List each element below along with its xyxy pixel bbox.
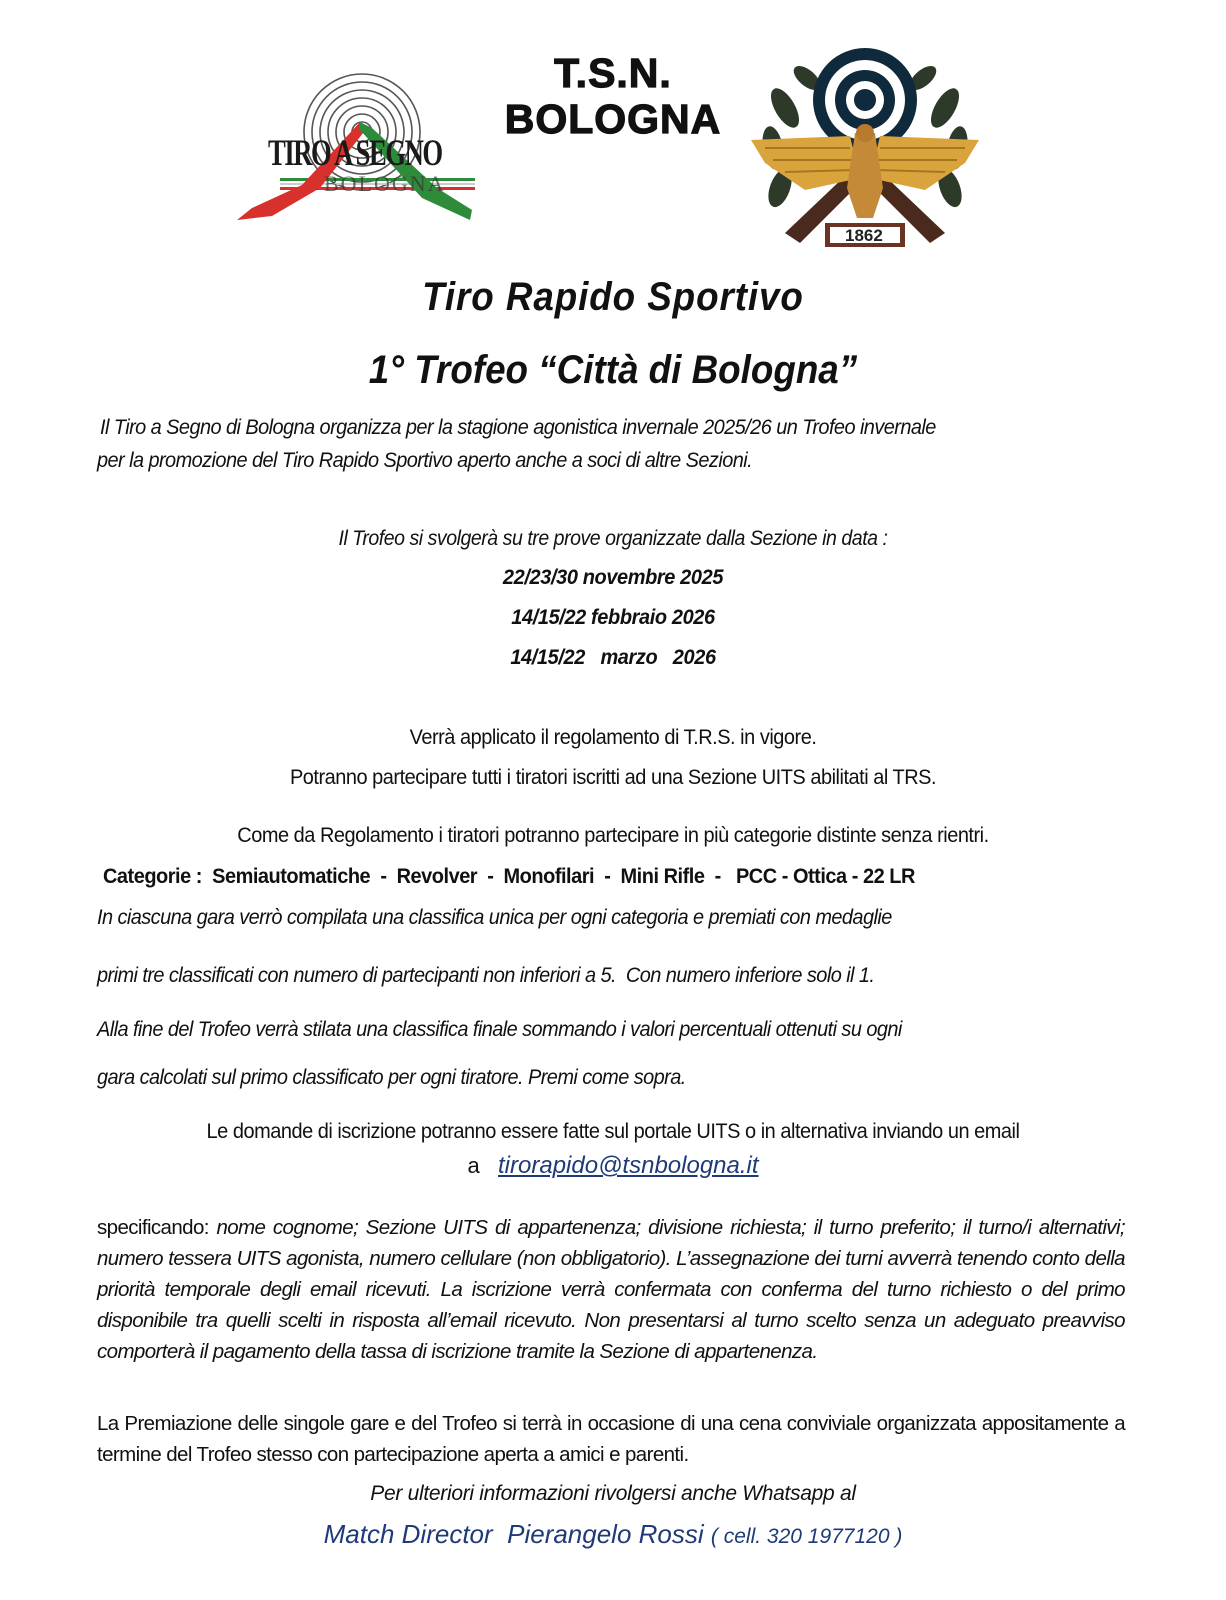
tsn-bologna-title	[488, 50, 738, 142]
logo-top-text: TIRO A SEGNO	[268, 133, 442, 174]
page-title: Tiro Rapido Sportivo	[422, 275, 804, 319]
tsn-title-line2: BOLOGNA	[504, 96, 722, 142]
ceremony-paragraph: La Premiazione delle singole gare e del Trofeo si terrà in occasione di una cena conviviale organizzata appositamente a termine del Trofeo stesso con partecipazione aperta a amici e parenti.	[97, 1412, 1125, 1466]
schedule-date-2: 14/15/22 febbraio 2026	[511, 606, 715, 629]
registration-line: Le domande di iscrizione potranno essere fatte sul portale UITS o in alternativa inviando un email	[206, 1120, 1020, 1143]
rules-line-3: Come da Regolamento i tiratori potranno partecipare in più categorie distinte senza rientri.	[237, 824, 989, 847]
rules-line-1: Verrà applicato il regolamento di T.R.S. in vigore.	[409, 726, 817, 749]
rules-line-2: Potranno partecipare tutti i tiratori iscritti ad una Sezione UITS abilitati al TRS.	[289, 766, 937, 789]
eagle-target-emblem-icon	[745, 38, 985, 253]
schedule-date-3: 14/15/22 marzo 2026	[510, 646, 716, 669]
tsn-title-line1: T.S.N.	[554, 50, 672, 96]
match-director-name: Match Director Pierangelo Rossi	[323, 1519, 711, 1549]
schedule-date-1: 22/23/30 novembre 2025	[502, 566, 724, 589]
page-subtitle: 1° Trofeo “Città di Bologna”	[368, 348, 858, 392]
awards-line-3: Alla fine del Trofeo verrà stilata una classifica finale sommando i valori percentuali ottenuti su ogni	[97, 1018, 902, 1041]
match-director-line	[0, 1519, 1226, 1550]
awards-line-4: gara calcolati sul primo classificato per ogni tiratore. Premi come sopra.	[97, 1066, 686, 1089]
contact-intro: Per ulteriori informazioni rivolgersi anche Whatsapp al	[370, 1482, 856, 1505]
email-prefix: a	[467, 1153, 499, 1178]
emblem-year: 1862	[845, 226, 883, 245]
schedule-intro: Il Trofeo si svolgerà su tre prove organizzate dalla Sezione in data :	[338, 527, 888, 550]
spec-body: nome cognome; Sezione UITS di appartenenza; divisione richiesta; il turno preferito; il turno/i alternativi; numero tessera UITS agonista, numero cellulare (non obbligatorio). L’assegnazione dei turni avverrà tenendo conto della priorità temporale degli email ricevuti. La iscrizione verrà confermata con conferma del turno richiesto o del primo disponibile tra quelli scelti in risposta all’email ricevuto. Non presentarsi al turno scelto senza un adeguato preavviso comporterà il pagamento della tassa di iscrizione tramite la Sezione di appartenenza.	[97, 1216, 1125, 1363]
match-director-phone[interactable]: ( cell. 320 1977120 )	[710, 1525, 903, 1548]
registration-details	[97, 1212, 1125, 1367]
awards-line-2: primi tre classificati con numero di partecipanti non inferiori a 5. Con numero inferiore solo il 1.	[97, 964, 875, 987]
awards-line-1: In ciascuna gara verrò compilata una classifica unica per ogni categoria e premiati con medaglie	[97, 906, 892, 929]
intro-line-2: per la promozione del Tiro Rapido Sportivo aperto anche a soci di altre Sezioni.	[97, 449, 753, 472]
tiro-a-segno-logo	[232, 70, 482, 230]
email-link[interactable]: tirorapido@tsnbologna.it	[498, 1152, 759, 1179]
email-line	[0, 1152, 1226, 1180]
categories-line: Categorie : Semiautomatiche - Revolver - Monofilari - Mini Rifle - PCC - Ottica - 22 LR	[103, 865, 915, 888]
intro-line-1: Il Tiro a Segno di Bologna organizza per la stagione agonistica invernale 2025/26 un Trofeo invernale	[100, 416, 936, 439]
tsn-emblem	[745, 38, 985, 253]
logo-sub-text: BOLOGNA	[324, 171, 446, 196]
spec-lead: specificando:	[97, 1216, 217, 1239]
